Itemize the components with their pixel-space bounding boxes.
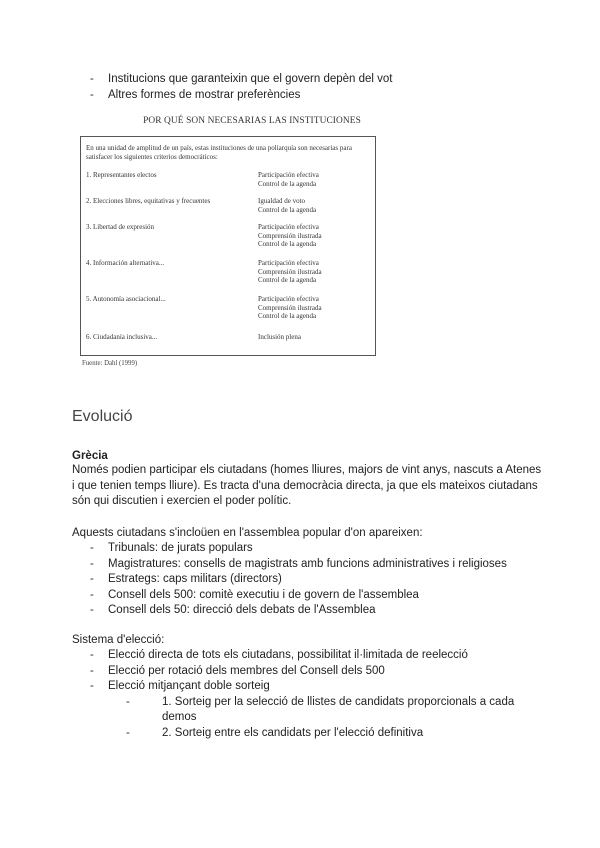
greece-paragraph: Només podien participar els ciutadans (homes lliures, majors de vint anys, nascuts a Atenes i que tenien temps lliure). Es tracta d'una democràcia directa, ja que els mateixos ciutadans són qui discutien i exercien el poder polític.	[72, 464, 542, 507]
lottery-step: - 1. Sorteig per la selecció de llistes de candidats proporcionals a cada demos	[108, 695, 542, 726]
list-item: - Institucions que garanteixin que el govern depèn del vot	[72, 72, 542, 88]
requirement: Participación efectiva	[258, 223, 319, 231]
requirement: Control de la agenda	[258, 276, 317, 284]
scan-source: Fuente: Dahl (1999)	[82, 360, 138, 367]
criterion-6: 6. Ciudadanía inclusiva...	[86, 333, 158, 341]
assembly-intro: Aquests ciutadans s'incloüen en l'assemblea popular d'on apareixen:	[72, 527, 423, 539]
requirement: Participación efectiva	[258, 171, 319, 179]
requirement: Comprensión ilustrada	[258, 267, 322, 276]
requirement: Inclusión plena	[258, 333, 301, 341]
requirement: Comprensión ilustrada	[258, 231, 322, 240]
list-item: - Consell dels 500: comitè executiu i de govern de l'assemblea	[72, 588, 542, 604]
criterion-4: 4. Información alternativa...	[86, 259, 165, 267]
scan-title: POR QUÉ SON NECESARIAS LAS INSTITUCIONES	[143, 116, 361, 126]
requirements-5	[258, 295, 368, 321]
requirement: Control de la agenda	[258, 179, 317, 188]
criterion-2: 2. Elecciones libres, equitativas y frecuentes	[86, 197, 211, 205]
requirement: Igualdad de voto	[258, 197, 306, 205]
section-heading: Evolució	[72, 408, 133, 425]
scan-intro: En una unidad de amplitud de un país, estas instituciones de una poliarquía son necesarias para satisfacer los siguientes criterios democráticos:	[86, 144, 352, 161]
scan-table-box	[80, 136, 376, 356]
top-bullet-list	[72, 72, 542, 103]
list-item: - Elecció per rotació dels membres del Consell dels 500	[72, 664, 542, 680]
election-intro: Sistema d'elecció:	[72, 634, 165, 646]
criterion-5: 5. Autonomía asociacional...	[86, 295, 166, 303]
list-item: - Estrategs: caps militars (directors)	[72, 572, 542, 588]
requirement: Control de la agenda	[258, 312, 317, 320]
list-item: - Altres formes de mostrar preferències	[72, 88, 542, 104]
list-item: - Consell dels 50: direcció dels debats de l'Assemblea	[72, 603, 542, 619]
criterion-3: 3. Libertad de expresión	[86, 223, 155, 231]
list-item	[72, 679, 542, 741]
assembly-list	[72, 541, 542, 619]
election-list	[72, 648, 542, 741]
criterion-1: 1. Representantes electos	[86, 171, 157, 179]
requirements-1	[258, 171, 368, 188]
requirements-6	[258, 333, 368, 342]
requirement: Comprensión ilustrada	[258, 303, 322, 312]
requirement: Participación efectiva	[258, 295, 319, 303]
list-item: - Magistratures: consells de magistrats amb funcions administratives i religioses	[72, 557, 542, 573]
requirements-4	[258, 259, 368, 285]
requirements-2	[258, 197, 368, 214]
requirements-3	[258, 223, 368, 249]
requirement: Participación efectiva	[258, 259, 319, 267]
requirement: Control de la agenda	[258, 205, 317, 214]
lottery-step: - 2. Sorteig entre els candidats per l'elecció definitiva	[108, 726, 542, 742]
list-item-text: Elecció mitjançant doble sorteig	[108, 680, 270, 692]
lottery-steps-list	[108, 695, 542, 742]
scanned-table-image	[80, 112, 376, 374]
list-item: - Tribunals: de jurats populars	[72, 541, 542, 557]
list-item: - Elecció directa de tots els ciutadans, possibilitat il·limitada de reelecció	[72, 648, 542, 664]
requirement: Control de la agenda	[258, 240, 317, 248]
greece-title: Grècia	[72, 450, 108, 462]
